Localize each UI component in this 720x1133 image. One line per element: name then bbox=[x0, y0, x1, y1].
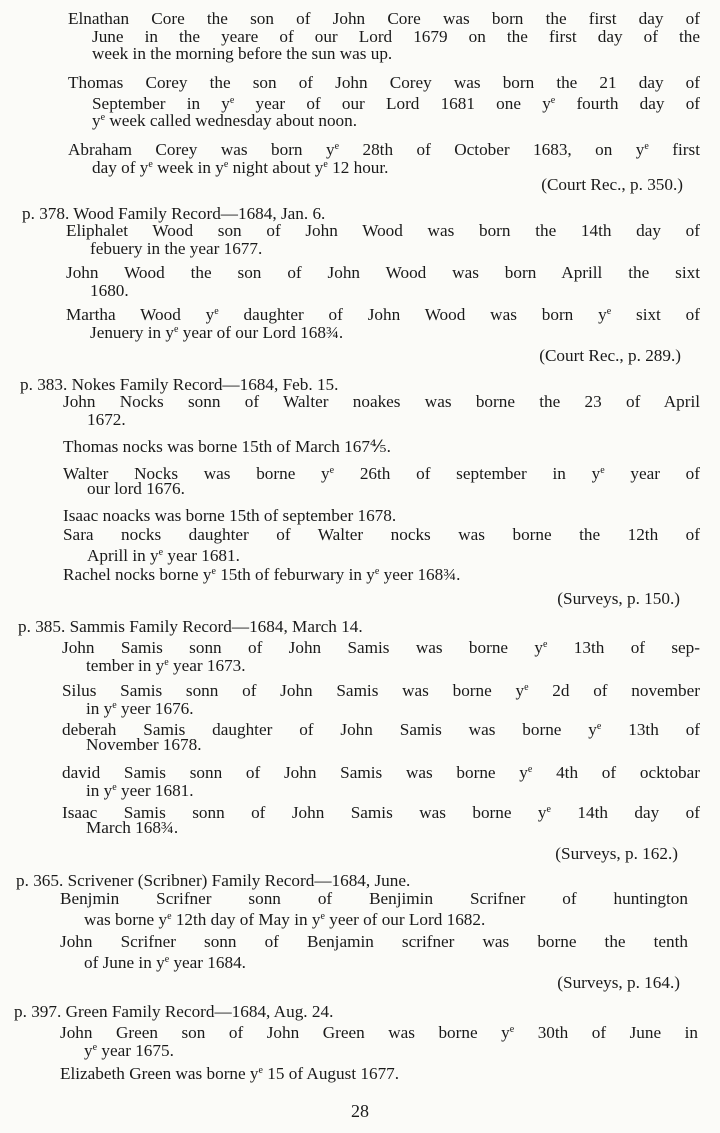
section-heading: p. 383. Nokes Family Record—1684, Feb. 15. bbox=[20, 375, 339, 394]
record-entry bbox=[66, 303, 701, 342]
entry-line: Jenuery in $y^e$ year of our Lord 168¾. bbox=[90, 322, 344, 342]
entry-line: Rachel nocks borne $y^e$ 15th of feburwary in $y^e$ yeer 168¾. bbox=[63, 565, 461, 584]
record-entry bbox=[62, 679, 701, 718]
entry-line: Martha Wood $y^e$ daughter of John Wood was born $y^e$ sixt of bbox=[66, 305, 701, 324]
entry-line: febuery in the year 1677. bbox=[90, 238, 263, 258]
entry-line: Aprill in $y^e$ year 1681. bbox=[87, 545, 240, 565]
record-entry bbox=[62, 636, 700, 675]
record-entry bbox=[68, 138, 700, 177]
entry-line: deberah Samis daughter of John Samis was borne $y^e$ 13th of bbox=[62, 720, 701, 739]
record-entry bbox=[63, 462, 700, 497]
entry-line: Silus Samis sonn of John Samis was borne $y^e$ 2d of november bbox=[62, 681, 701, 700]
entry-line: November 1678. bbox=[86, 734, 202, 754]
entry-line: $y^e$ week called wednesday about noon. bbox=[92, 111, 358, 131]
record-entry bbox=[68, 73, 701, 131]
entry-line: in $y^e$ yeer 1681. bbox=[86, 780, 194, 800]
source-citation: (Surveys, p. 164.) bbox=[557, 973, 680, 992]
source-citation: (Court Rec., p. 289.) bbox=[539, 346, 681, 365]
entry-line: Eliphalet Wood son of John Wood was born the 14th day of bbox=[66, 221, 700, 240]
section-heading: p. 365. Scrivener (Scribner) Family Record—1684, June. bbox=[16, 871, 411, 890]
record-entry bbox=[63, 525, 700, 565]
entry-line: 1680. bbox=[90, 280, 129, 300]
source-citation: (Surveys, p. 162.) bbox=[555, 844, 678, 863]
record-entry bbox=[63, 563, 700, 584]
entry-line: 1672. bbox=[87, 409, 126, 429]
entry-line: Thomas Corey the son of John Corey was born the 21 day of bbox=[68, 73, 700, 92]
entry-line: March 168¾. bbox=[86, 817, 179, 837]
page-number: 28 bbox=[351, 1101, 369, 1121]
entry-line: our lord 1676. bbox=[87, 478, 185, 498]
record-entry bbox=[66, 222, 700, 257]
source-citation: (Court Rec., p. 350.) bbox=[541, 175, 683, 194]
entry-line: John Samis sonn of John Samis was borne $y^e$ 13th of sep- bbox=[62, 638, 700, 657]
entry-line: Walter Nocks was borne $y^e$ 26th of september in $y^e$ year of bbox=[63, 464, 700, 483]
section-heading: p. 397. Green Family Record—1684, Aug. 24. bbox=[14, 1002, 334, 1021]
entry-line: Benjmin Scrifner sonn of Benjimin Scrifner of huntington bbox=[60, 889, 688, 908]
record-entry bbox=[62, 718, 700, 753]
record-entry bbox=[62, 801, 700, 836]
entry-line: week in the morning before the sun was up. bbox=[92, 44, 393, 64]
entry-line: September in $y^e$ year of our Lord 1681 one $y^e$ fourth day of bbox=[92, 93, 701, 113]
record-entry bbox=[62, 761, 700, 800]
section-heading: p. 378. Wood Family Record—1684, Jan. 6. bbox=[22, 204, 326, 223]
source-citation: (Surveys, p. 150.) bbox=[557, 589, 680, 608]
record-entry bbox=[60, 889, 688, 929]
entry-line: Isaac Samis sonn of John Samis was borne $y^e$ 14th day of bbox=[62, 803, 700, 822]
entry-line: John Wood the son of John Wood was born Aprill the sixt bbox=[66, 263, 700, 282]
entry-line: Isaac noacks was borne 15th of september 1678. bbox=[63, 506, 397, 525]
entry-line: was borne $y^e$ 12th day of May in $y^e$ yeer of our Lord 1682. bbox=[84, 909, 486, 929]
record-entry bbox=[60, 1021, 698, 1060]
record-entry bbox=[60, 932, 688, 972]
entry-line: david Samis sonn of John Samis was borne $y^e$ 4th of ocktobar bbox=[62, 763, 700, 782]
record-entry bbox=[63, 507, 700, 525]
entry-line: June in the yeare of our Lord 1679 on the first day of the bbox=[92, 26, 700, 46]
entry-line: John Scrifner sonn of Benjamin scrifner was borne the tenth bbox=[60, 932, 688, 951]
entry-line: tember in $y^e$ year 1673. bbox=[86, 655, 246, 675]
entry-line: day of $y^e$ week in $y^e$ night about $y^e$ 12 hour. bbox=[92, 157, 389, 177]
entry-line: Elnathan Core the son of John Core was born the first day of bbox=[68, 9, 700, 28]
record-entry bbox=[66, 264, 700, 299]
entry-line: $y^e$ year 1675. bbox=[84, 1040, 174, 1060]
record-entry bbox=[68, 10, 700, 63]
record-entry bbox=[60, 1062, 698, 1083]
entry-line: Elizabeth Green was borne $y^e$ 15 of August 1677. bbox=[60, 1064, 400, 1083]
entry-line: Thomas nocks was borne 15th of March 167⅘. bbox=[63, 437, 391, 456]
record-entry bbox=[63, 438, 700, 456]
entry-line: in $y^e$ yeer 1676. bbox=[86, 698, 194, 718]
entry-line: Sara nocks daughter of Walter nocks was borne the 12th of bbox=[63, 525, 700, 544]
entry-line: of June in $y^e$ year 1684. bbox=[84, 952, 246, 972]
entry-line: John Nocks sonn of Walter noakes was borne the 23 of April bbox=[63, 392, 700, 411]
entry-line: John Green son of John Green was borne $y^e$ 30th of June in bbox=[60, 1023, 698, 1042]
entry-line: Abraham Corey was born $y^e$ 28th of October 1683, on $y^e$ first bbox=[68, 140, 700, 159]
section-heading: p. 385. Sammis Family Record—1684, March 14. bbox=[18, 617, 363, 636]
record-entry bbox=[63, 393, 700, 428]
